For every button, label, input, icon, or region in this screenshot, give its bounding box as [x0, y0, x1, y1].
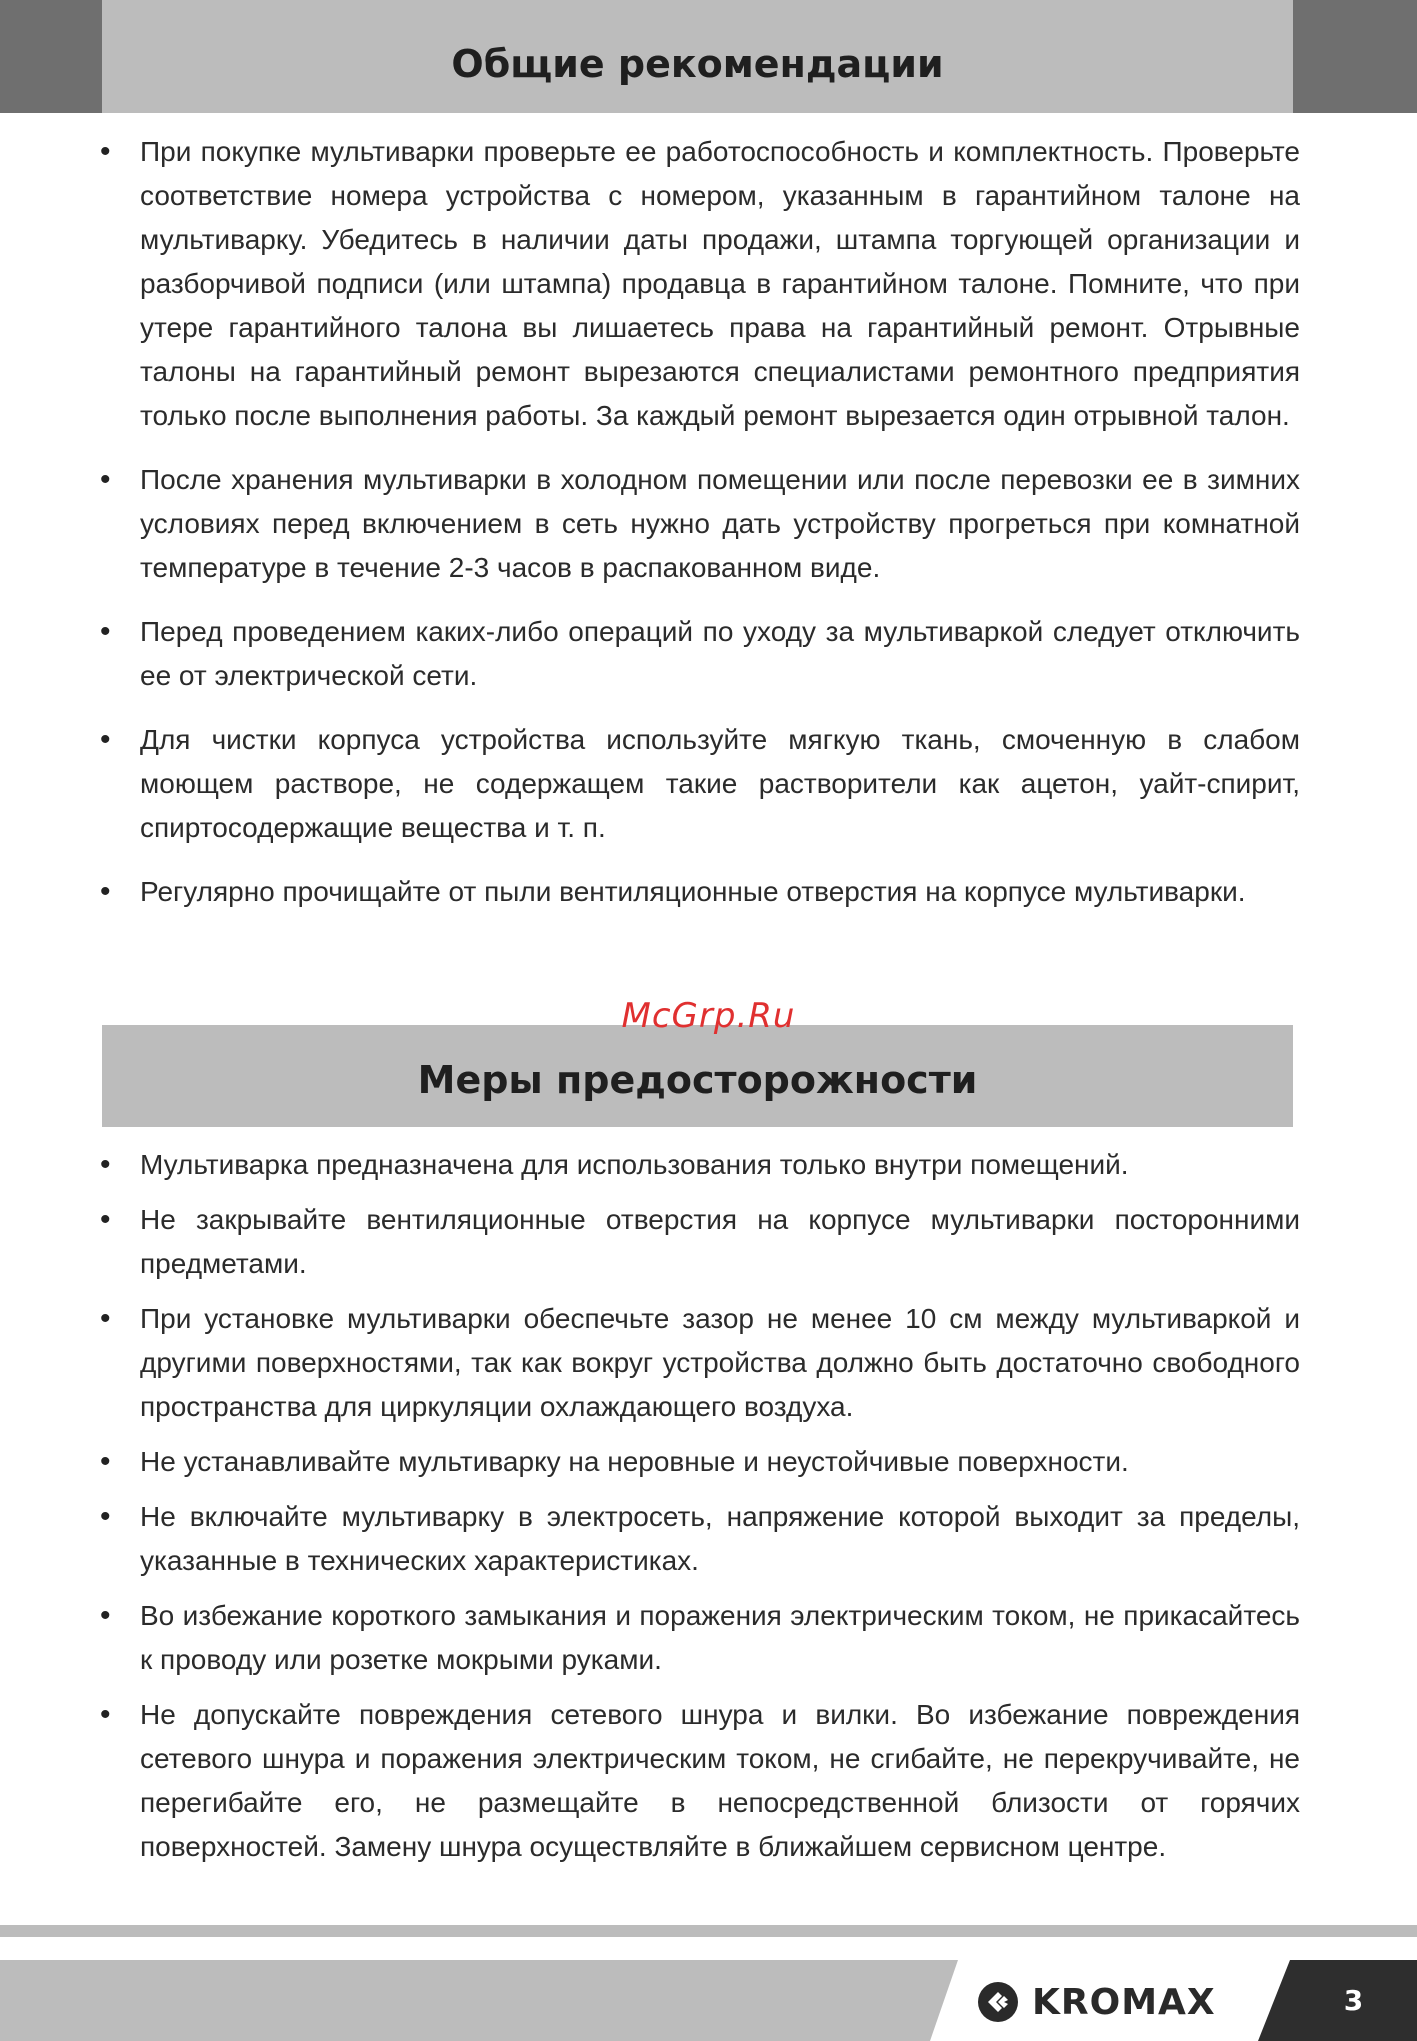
- brand: [976, 1978, 1216, 2026]
- list-item: • Не устанавливайте мультиварку на неровные и неустойчивые поверхности.: [100, 1440, 1300, 1484]
- footer-rule: [0, 1925, 1417, 1937]
- list-item: • Не допускайте повреждения сетевого шнура и вилки. Во избежание повреждения сетевого шнура и поражения электрическим током, не сгибайте, не перекручивайте, не перегибайте его, не размещайте в непосредственной близости от горячих поверхностей. Замену шнура осуществляйте в ближайшем сервисном центре.: [100, 1693, 1300, 1869]
- list-item: • Не включайте мультиварку в электросеть, напряжение которой выходит за пределы, указанные в технических характеристиках.: [100, 1495, 1300, 1583]
- watermark: McGrp.Ru: [621, 996, 796, 1036]
- section-title-general: Общие рекомендации: [451, 42, 944, 86]
- brand-name: KROMAX: [1032, 1981, 1216, 2023]
- list-item: • При установке мультиварки обеспечьте зазор не менее 10 см между мультиваркой и другими поверхностями, так как вокруг устройства должно быть достаточно свободного пространства для циркуляции охлаждающего воздуха.: [100, 1297, 1300, 1429]
- list-item: • Перед проведением каких-либо операций по уходу за мультиваркой следует отключить ее от электрической сети.: [100, 610, 1300, 698]
- list-item: • Во избежание короткого замыкания и поражения электрическим током, не прикасайтесь к проводу или розетке мокрыми руками.: [100, 1594, 1300, 1682]
- header-left-block: [0, 0, 102, 113]
- list-item: • При покупке мультиварки проверьте ее работоспособность и комплектность. Проверьте соответствие номера устройства с номером, указанным в гарантийном талоне на мультиварку. Убедитесь в наличии даты продажи, штампа торгующей организации и разборчивой подписи (или штампа) продавца в гарантийном талоне. Помните, что при утере гарантийного талона вы лишаетесь права на гарантийный ремонт. Отрывные талоны на гарантийный ремонт вырезаются специалистами ремонтного предприятия только после выполнения работы. За каждый ремонт вырезается один отрывной талон.: [100, 130, 1300, 438]
- list-item: • Регулярно прочищайте от пыли вентиляционные отверстия на корпусе мультиварки.: [100, 870, 1300, 914]
- list-item: • Для чистки корпуса устройства используйте мягкую ткань, смоченную в слабом моющем растворе, не содержащем такие растворители как ацетон, уайт-спирит, спиртосодержащие вещества и т. п.: [100, 718, 1300, 850]
- list-item: • Мультиварка предназначена для использования только внутри помещений.: [100, 1143, 1300, 1187]
- kromax-logo-icon: [976, 1980, 1020, 2024]
- precautions-list: [100, 1143, 1300, 1880]
- list-item: • После хранения мультиварки в холодном помещении или после перевозки ее в зимних условиях перед включением в сеть нужно дать устройству прогреться при комнатной температуре в течение 2-3 часов в распакованном виде.: [100, 458, 1300, 590]
- section-title-precautions: Меры предосторожности: [417, 1058, 978, 1102]
- header-right-block: [1293, 0, 1417, 113]
- list-item: • Не закрывайте вентиляционные отверстия на корпусе мультиварки посторонними предметами.: [100, 1198, 1300, 1286]
- page-number: 3: [1343, 1984, 1364, 2017]
- general-recommendations-list: [100, 130, 1300, 934]
